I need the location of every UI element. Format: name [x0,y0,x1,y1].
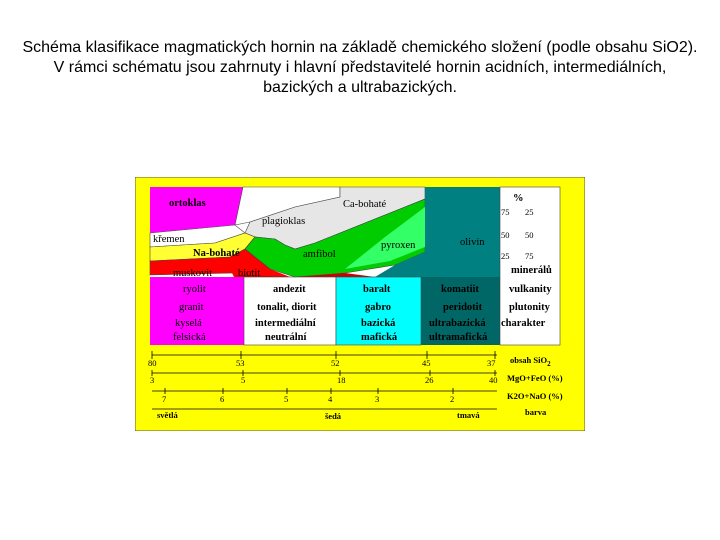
char-maficka: mafická [361,332,398,343]
label-olivin: olivín [460,237,485,248]
char-kysela: kyselá [175,318,202,329]
mgo-value-18: 18 [337,375,346,385]
sio2-label-subscript: 2 [547,360,551,368]
k2o-value-5: 5 [284,394,289,404]
percent-25-left: 25 [501,251,510,261]
barva-gray: šedá [325,411,342,421]
rock-andezit: andezit [273,284,306,295]
percent-scale-title: minerálů [511,265,552,276]
rock-komatiit: komatiit [441,284,479,295]
rock-ryolit: ryolit [183,284,206,295]
k2o-value-7: 7 [162,394,167,404]
char-bazicka: bazická [361,318,396,329]
barva-light: světlá [157,410,178,420]
mgo-value-26: 26 [425,375,434,385]
label-na-bohate: Na-bohaté [193,248,240,259]
sio2-value-53: 53 [236,358,245,368]
label-vulkanity: vulkanity [509,284,552,295]
k2o-value-4: 4 [328,394,333,404]
char-ultramaficka: ultramafická [429,332,488,343]
rock-peridotit: peridotit [443,302,483,313]
mgo-value-40: 40 [489,375,498,385]
rock-granit: granit [179,302,204,313]
char-ultrabazicka: ultrabazická [429,318,486,329]
label-biotit: biotit [238,268,261,279]
barva-label: barva [525,407,547,417]
classification-diagram [135,177,585,431]
label-muskovit: muskovit [173,268,213,279]
sio2-label-text: obsah SiO [510,355,548,365]
mgo-value-3: 3 [150,375,155,385]
k2o-value-3: 3 [375,394,380,404]
k2o-value-2: 2 [450,394,455,404]
mgo-label: MgO+FeO (%) [507,373,563,383]
sio2-value-80: 80 [148,358,157,368]
label-charakter: charakter [501,318,546,329]
figure-caption: Schéma klasifikace magmatických hornin na základě chemického složení (podle obsahu SiO2). V rámci schématu jsou zahrnuty i hlavní představitelé hornin acidních, intermediálních, bazických a ultrabazických. [22,39,698,96]
percent-50-left: 50 [501,230,510,240]
char-intermedialni: intermediální [255,318,316,329]
k2o-label: K2O+NaO (%) [507,391,563,401]
rock-bazalt: baralt [363,284,391,295]
sio2-value-37: 37 [487,358,496,368]
rock-tonalit-diorit: tonalit, diorit [257,302,317,313]
label-kremen: křemen [153,234,185,245]
label-ortoklas: ortoklas [169,198,206,209]
sio2-value-52: 52 [331,358,340,368]
char-neutralni: neutrální [265,332,307,343]
barva-dark: tmavá [457,410,480,420]
label-plagioklas: plagioklas [262,216,306,227]
percent-75-left: 75 [501,207,510,217]
label-pyroxen: pyroxen [381,240,416,251]
mgo-value-5: 5 [241,375,246,385]
sio2-value-45: 45 [422,358,431,368]
label-plutonity: plutonity [509,302,550,313]
percent-symbol: % [513,193,524,204]
label-ca-bohate: Ca-bohaté [343,199,387,210]
percent-50-right: 50 [525,230,534,240]
char-felsicka: felsická [173,332,206,343]
rock-gabro: gabro [365,302,392,313]
label-amfibol: amfibol [303,249,336,260]
percent-75-right: 75 [525,251,534,261]
percent-25-right: 25 [525,207,534,217]
k2o-value-6: 6 [220,394,225,404]
